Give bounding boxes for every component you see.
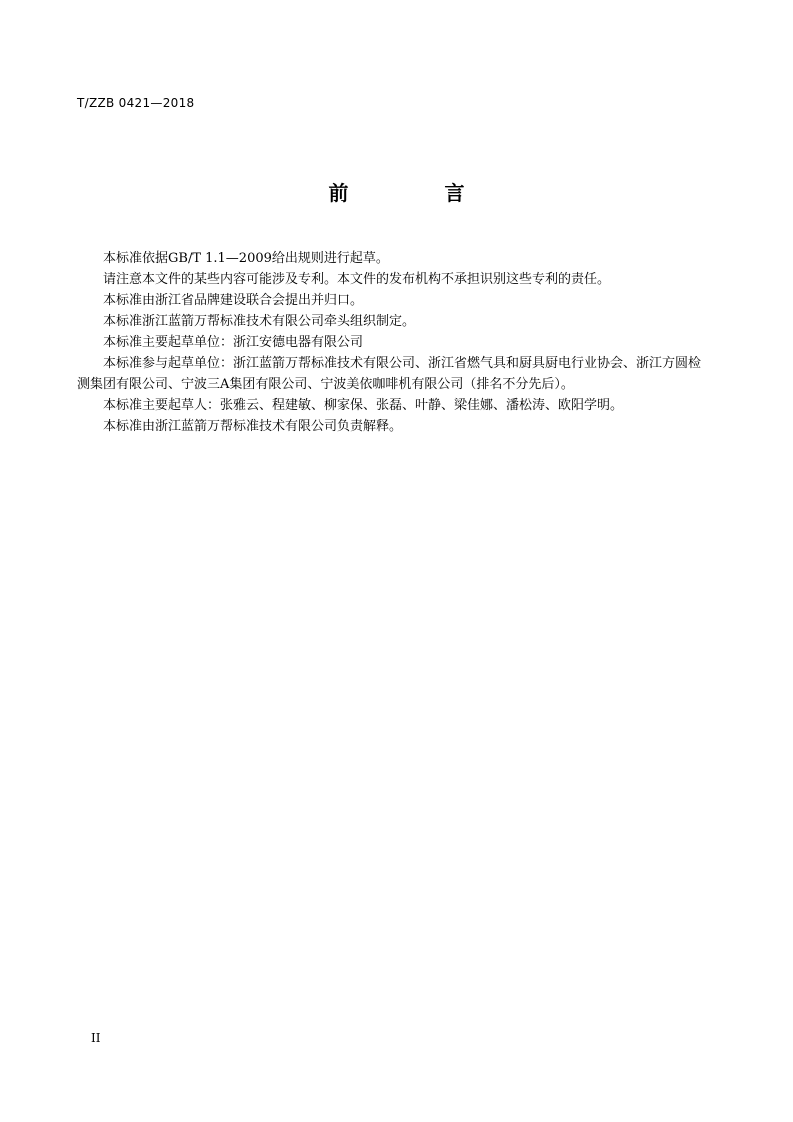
- paragraph-main-drafters: 本标准主要起草人：张雅云、程建敏、柳家保、张磊、叶静、梁佳娜、潘松涛、欧阳学明。: [103, 398, 624, 413]
- paragraph-patent-notice: 请注意本文件的某些内容可能涉及专利。本文件的发布机构不承担识别这些专利的责任。: [103, 272, 611, 287]
- paragraph-interpretation: 本标准由浙江蓝箭万帮标准技术有限公司负责解释。: [103, 419, 403, 434]
- page-title: 前 言: [328, 181, 503, 205]
- paragraph-main-drafting-unit: 本标准主要起草单位：浙江安德电器有限公司: [103, 335, 364, 350]
- paragraph-participating-units: 本标准参与起草单位：浙江蓝箭万帮标准技术有限公司、浙江省燃气具和厨具厨电行业协会、浙江方圆检测集团有限公司、宁波三A集团有限公司、宁波美依咖啡机有限公司（排名不分先后）。: [77, 356, 702, 392]
- paragraph-drafting-rules: 本标准依据GB/T 1.1—2009给出规则进行起草。: [103, 251, 389, 266]
- foreword-body: [77, 248, 707, 437]
- document-code: T/ZZB 0421—2018: [77, 96, 195, 110]
- page-number: II: [91, 1031, 101, 1045]
- paragraph-proposer: 本标准由浙江省品牌建设联合会提出并归口。: [103, 293, 364, 308]
- paragraph-organizer: 本标准浙江蓝箭万帮标准技术有限公司牵头组织制定。: [103, 314, 416, 329]
